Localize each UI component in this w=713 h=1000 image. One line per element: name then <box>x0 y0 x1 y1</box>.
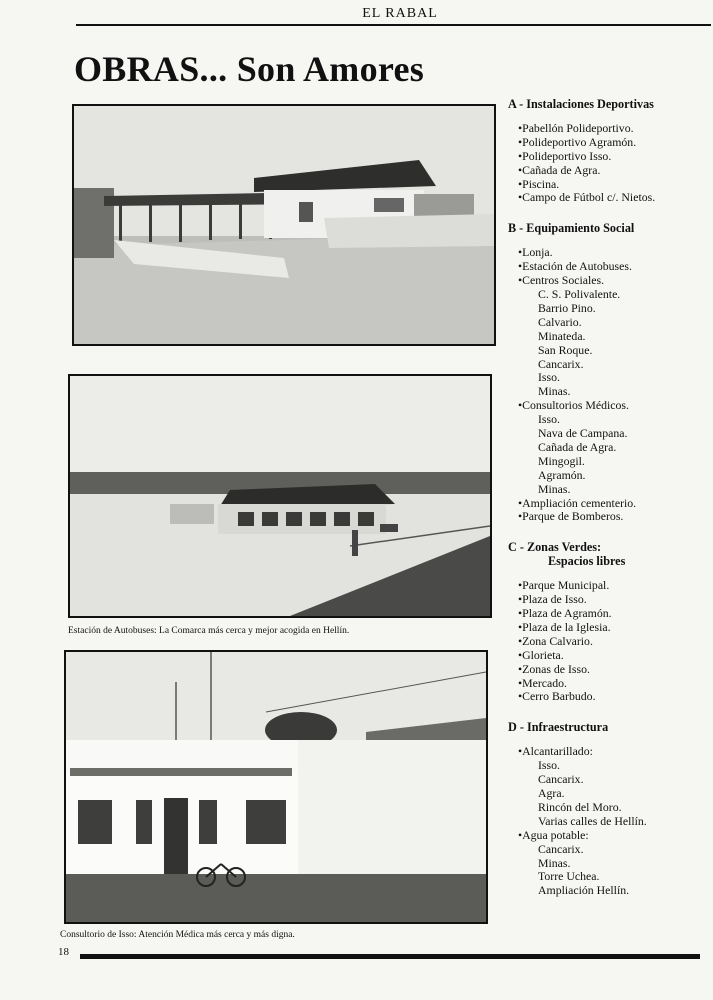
caption-clinic: Consultorio de Isso: Atención Médica más cerca y más digna. <box>60 930 295 940</box>
sub-list-item: Isso. <box>538 412 560 427</box>
sub-list-item: Rincón del Moro. <box>538 799 622 814</box>
list-item: •Campo de Fútbol c/. Nietos. <box>518 190 656 205</box>
sub-list-item: Minas. <box>538 481 571 496</box>
list-item: •Ampliación cementerio. <box>518 495 637 510</box>
sub-list-item: Barrio Pino. <box>538 300 596 315</box>
page-number: 18 <box>58 946 69 958</box>
photo-bus-station <box>68 374 492 618</box>
list-item: •Polideportivo Isso. <box>518 148 612 163</box>
list-item: •Pabellón Polideportivo. <box>518 120 634 135</box>
sub-list-item: Cancarix. <box>538 772 584 787</box>
photo-clinic <box>64 650 488 924</box>
section-b <box>500 222 710 524</box>
sub-list-item: Cañada de Agra. <box>538 439 617 454</box>
masthead: EL RABAL <box>362 6 438 21</box>
photo-sports-pavilion <box>72 104 496 346</box>
section-a <box>500 98 710 205</box>
list-item: •Lonja. <box>518 245 553 260</box>
section-heading: B - Equipamiento Social <box>508 221 635 236</box>
list-item: •Plaza de Isso. <box>518 592 587 607</box>
list-item: •Mercado. <box>518 675 568 690</box>
section-subheading: Espacios libres <box>548 554 626 569</box>
bottom-rule <box>80 954 700 959</box>
list-item: •Centros Sociales. <box>518 273 605 288</box>
list-item: •Cañada de Agra. <box>518 162 601 177</box>
list-item: •Cerro Barbudo. <box>518 689 596 704</box>
list-item: •Plaza de Agramón. <box>518 606 612 620</box>
list-item: •Consultorios Médicos. <box>518 398 629 413</box>
works-list <box>500 98 710 915</box>
top-rule <box>76 24 711 26</box>
sub-list-item: Isso. <box>538 758 560 773</box>
list-item: •Agua potable: <box>518 827 589 842</box>
list-item: •Alcantarillado: <box>518 744 593 759</box>
sub-list-item: Varias calles de Hellín. <box>538 813 647 828</box>
section-heading <box>508 541 710 569</box>
page-title: OBRAS... Son Amores <box>74 49 425 89</box>
sub-list-item: Ampliación Hellín. <box>538 883 630 898</box>
list-item: •Polideportivo Agramón. <box>518 134 637 149</box>
sub-list-item: Calvario. <box>538 314 582 329</box>
list-item: •Piscina. <box>518 176 560 191</box>
sub-list-item: Minateda. <box>538 328 586 343</box>
sub-list-item: Nava de Campana. <box>538 426 628 441</box>
list-item: •Plaza de la Iglesia. <box>518 619 611 634</box>
list-item: •Zonas de Isso. <box>518 661 590 676</box>
section-heading-text: C - Zonas Verdes: <box>508 540 602 555</box>
section-heading: A - Instalaciones Deportivas <box>508 97 654 111</box>
list-item: •Zona Calvario. <box>518 633 593 648</box>
sub-list-item: Minas. <box>538 855 571 870</box>
sub-list-item: C. S. Polivalente. <box>538 286 621 301</box>
list-item: •Estación de Autobuses. <box>518 259 632 274</box>
sub-list-item: Agra. <box>538 785 565 800</box>
list-item: •Glorieta. <box>518 647 564 662</box>
section-d <box>500 721 710 898</box>
list-item: •Parque de Bomberos. <box>518 509 624 524</box>
section-c <box>500 541 710 704</box>
sub-list-item: San Roque. <box>538 342 593 357</box>
sub-list-item: Cancarix. <box>538 356 584 371</box>
sub-list-item: Agramón. <box>538 467 586 482</box>
caption-bus-station: Estación de Autobuses: La Comarca más cerca y mejor acogida en Hellín. <box>68 626 350 636</box>
sub-list-item: Torre Uchea. <box>538 869 600 884</box>
sub-list-item: Cancarix. <box>538 841 584 856</box>
section-heading: D - Infraestructura <box>508 720 609 735</box>
list-item: •Parque Municipal. <box>518 578 610 593</box>
sub-list-item: Minas. <box>538 384 571 399</box>
sub-list-item: Isso. <box>538 370 560 385</box>
sub-list-item: Mingogil. <box>538 453 585 468</box>
